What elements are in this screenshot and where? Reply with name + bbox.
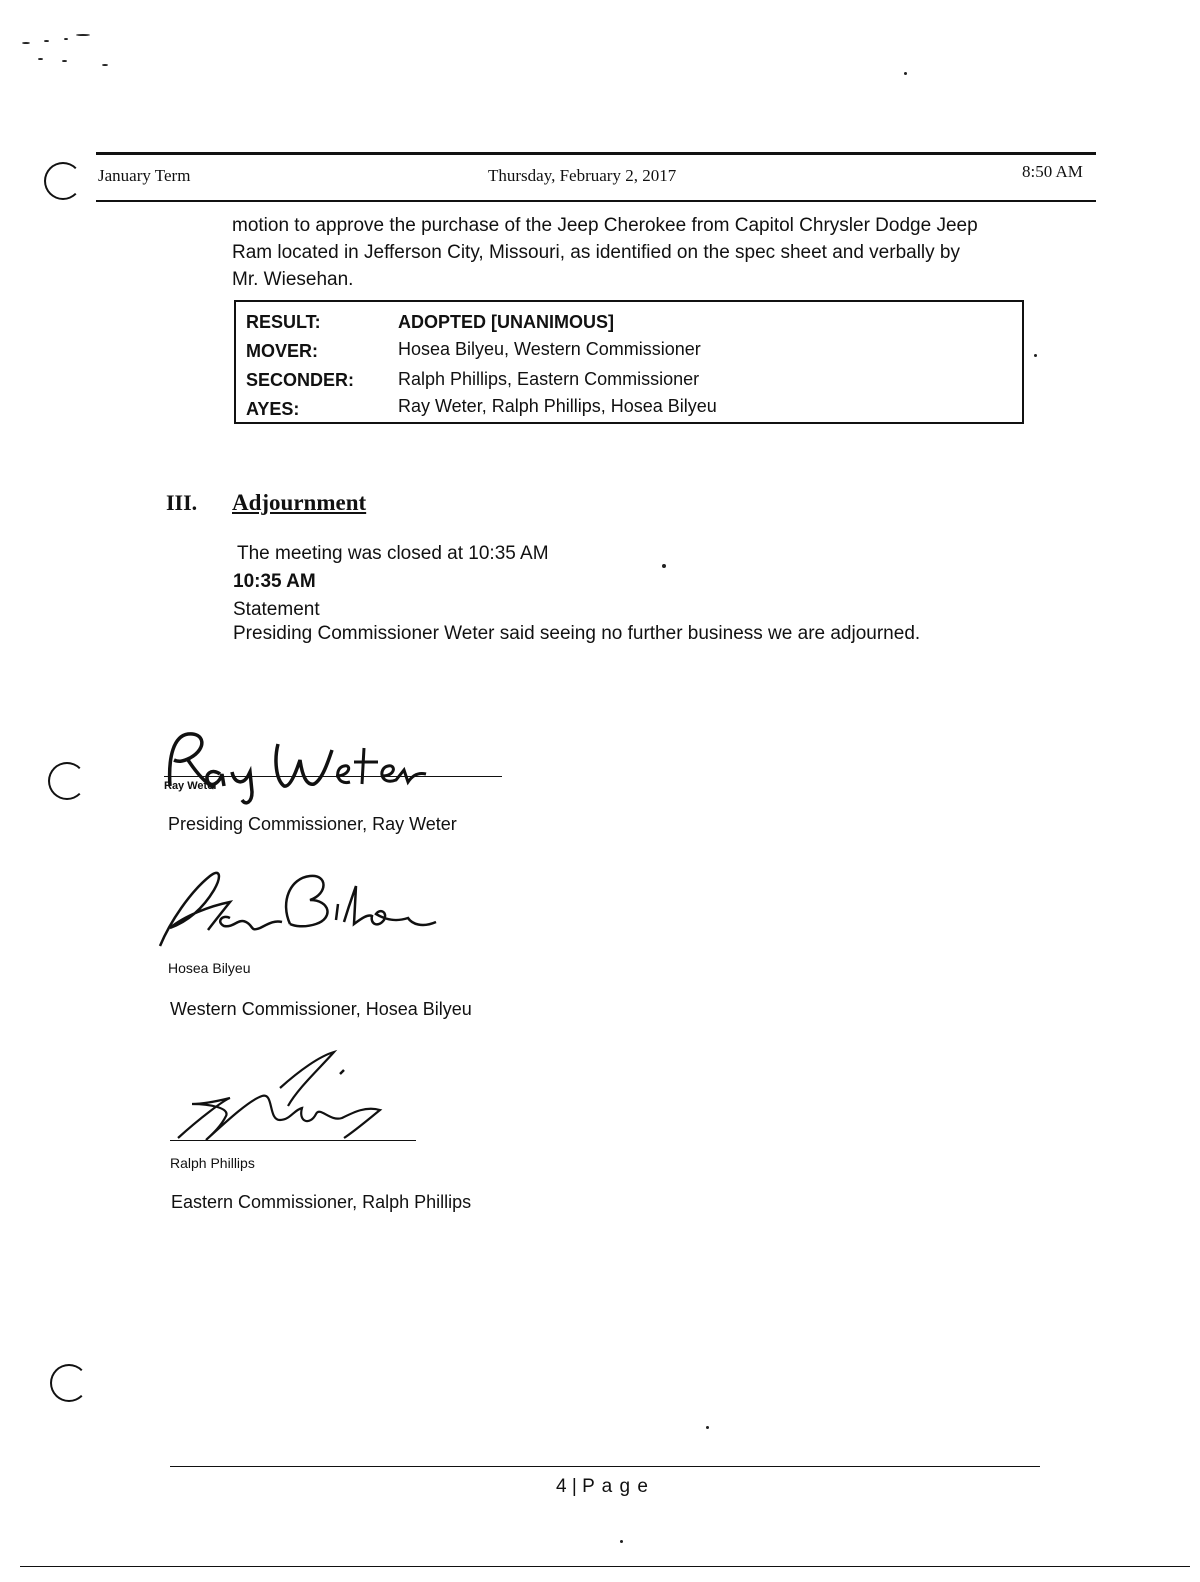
meeting-closed-line: The meeting was closed at 10:35 AM bbox=[237, 543, 549, 564]
page-separator: | bbox=[571, 1476, 577, 1497]
scan-bottom-edge bbox=[20, 1566, 1190, 1567]
statement-text: Presiding Commissioner Weter said seeing no further business we are adjourned. bbox=[233, 623, 921, 644]
header-top-rule bbox=[96, 152, 1096, 155]
page-number: 4 bbox=[556, 1476, 567, 1497]
signature-ray-weter bbox=[160, 716, 500, 806]
printed-name: Hosea Bilyeu bbox=[168, 960, 251, 976]
printed-name: Ray Weter bbox=[164, 780, 218, 792]
intro-line: motion to approve the purchase of the Jeep Cherokee from Capitol Chrysler Dodge Jeep bbox=[232, 215, 978, 236]
printed-name: Ralph Phillips bbox=[170, 1155, 255, 1171]
mover-value: Hosea Bilyeu, Western Commissioner bbox=[398, 339, 701, 359]
signatory-title: Western Commissioner, Hosea Bilyeu bbox=[170, 999, 472, 1019]
signature-line bbox=[164, 776, 502, 777]
signature-ralph-phillips bbox=[170, 1048, 420, 1148]
binder-hole-top bbox=[44, 162, 82, 200]
intro-paragraph bbox=[232, 212, 1052, 293]
mover-label: MOVER: bbox=[246, 341, 318, 361]
header-term: January Term bbox=[98, 166, 191, 185]
seconder-value: Ralph Phillips, Eastern Commissioner bbox=[398, 369, 700, 389]
vote-result-table bbox=[234, 300, 1024, 424]
intro-line: Mr. Wiesehan. bbox=[232, 269, 354, 290]
binder-hole-bottom bbox=[50, 1364, 88, 1402]
ayes-label: AYES: bbox=[246, 399, 300, 419]
footer-rule bbox=[170, 1466, 1040, 1467]
ayes-value: Ray Weter, Ralph Phillips, Hosea Bilyeu bbox=[398, 396, 717, 416]
result-value: ADOPTED [UNANIMOUS] bbox=[398, 312, 614, 332]
section-title: Adjournment bbox=[232, 490, 367, 515]
binder-hole-middle bbox=[48, 762, 86, 800]
result-label: RESULT: bbox=[246, 312, 321, 332]
intro-line: Ram located in Jefferson City, Missouri, as identified on the spec sheet and verbally by bbox=[232, 242, 961, 263]
header-date: Thursday, February 2, 2017 bbox=[488, 166, 677, 185]
header-time: 8:50 AM bbox=[1022, 162, 1083, 181]
seconder-label: SECONDER: bbox=[246, 370, 355, 390]
signatory-title: Eastern Commissioner, Ralph Phillips bbox=[171, 1192, 472, 1212]
closed-time: 10:35 AM bbox=[233, 571, 316, 592]
signature-hosea-bilyeu bbox=[150, 862, 450, 952]
page-footer bbox=[556, 1476, 649, 1498]
signature-line bbox=[170, 1140, 416, 1141]
header-bottom-rule bbox=[96, 200, 1096, 202]
section-numeral: III. bbox=[166, 490, 198, 515]
signatory-title: Presiding Commissioner, Ray Weter bbox=[168, 814, 457, 834]
statement-label: Statement bbox=[233, 599, 320, 620]
page-label: P a g e bbox=[582, 1476, 649, 1497]
